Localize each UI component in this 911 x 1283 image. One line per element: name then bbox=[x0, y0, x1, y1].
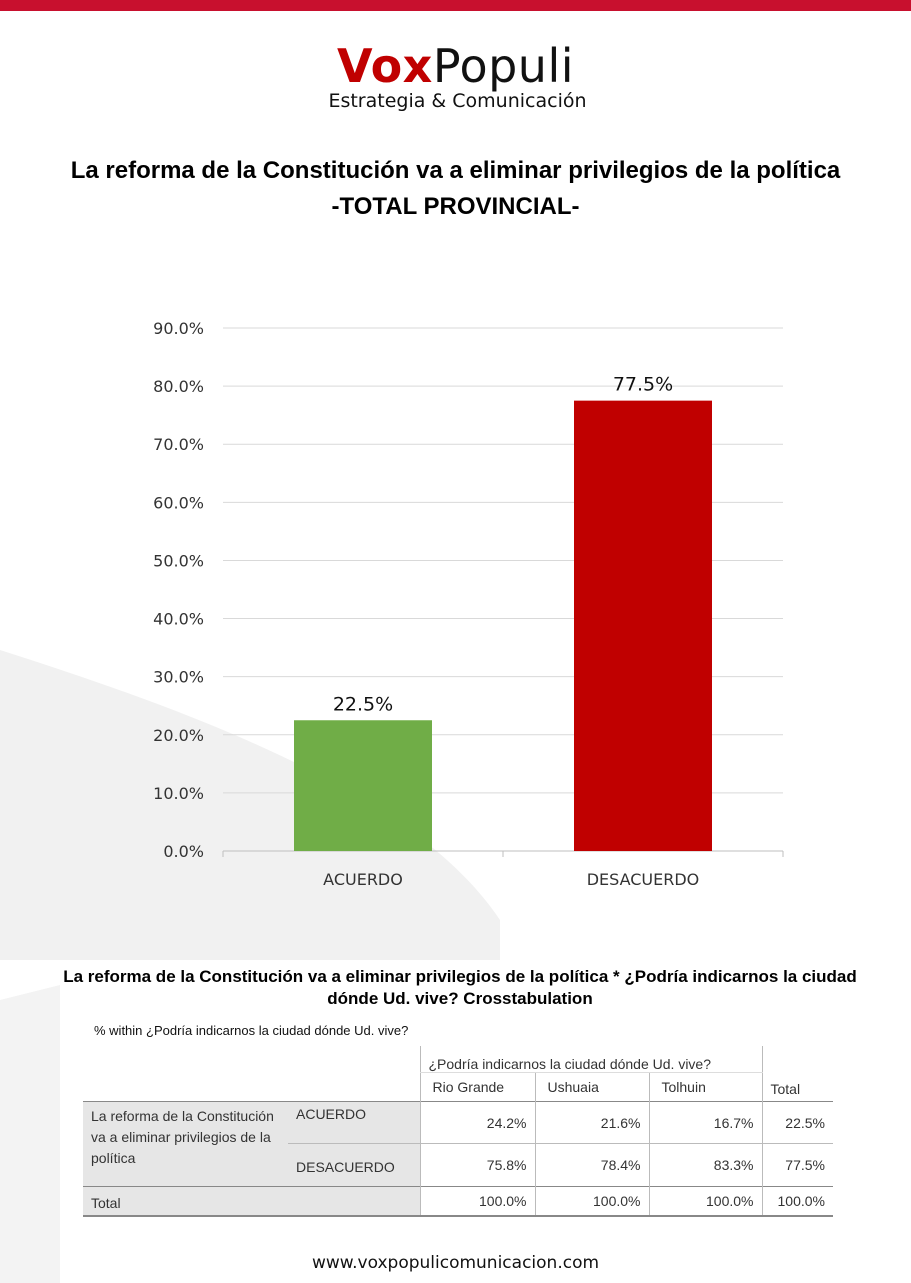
crosstab-total-label: Total bbox=[83, 1187, 420, 1216]
y-tick-label: 20.0% bbox=[153, 725, 204, 745]
crosstab-cell: 78.4% bbox=[535, 1144, 649, 1187]
brand-tagline: Estrategia & Comunicación bbox=[328, 90, 587, 112]
crosstab-cell: 24.2% bbox=[420, 1102, 535, 1144]
crosstab-total-cell: 100.0% bbox=[762, 1187, 833, 1216]
crosstab-col-group: ¿Podría indicarnos la ciudad dónde Ud. vive? bbox=[420, 1046, 762, 1073]
bar-chart bbox=[0, 300, 911, 900]
footer-url: www.voxpopulicomunicacion.com bbox=[311, 1253, 600, 1273]
crosstab-row-group: La reforma de la Constitución va a eliminar privilegios de la política bbox=[83, 1102, 288, 1187]
crosstab-table bbox=[83, 1046, 833, 1217]
crosstab-col-tolhuin: Tolhuin bbox=[649, 1073, 762, 1102]
y-tick-label: 40.0% bbox=[153, 609, 204, 629]
y-tick-label: 60.0% bbox=[153, 493, 204, 513]
crosstab-total-cell: 100.0% bbox=[535, 1187, 649, 1216]
crosstab-total-cell: 100.0% bbox=[649, 1187, 762, 1216]
crosstab-cell: 16.7% bbox=[649, 1102, 762, 1144]
data-label: 77.5% bbox=[612, 373, 674, 396]
y-tick-label: 10.0% bbox=[153, 783, 204, 803]
title-line1: La reforma de la Constitución va a eliminar privilegios de la política bbox=[70, 157, 841, 184]
y-tick-label: 80.0% bbox=[153, 377, 204, 397]
crosstab-cell: 77.5% bbox=[762, 1144, 833, 1187]
crosstab-title: La reforma de la Constitución va a eliminar privilegios de la política * ¿Podría indicarnos la ciudad dónde Ud. vive? Crosstabulation bbox=[63, 967, 857, 1008]
crosstab-cell: 83.3% bbox=[649, 1144, 762, 1187]
crosstab-total-cell: 100.0% bbox=[420, 1187, 535, 1216]
brand-populi: Populi bbox=[432, 39, 575, 93]
y-tick-label: 30.0% bbox=[153, 667, 204, 687]
crosstab-cell: 22.5% bbox=[762, 1102, 833, 1144]
crosstab-row-desacuerdo-label: DESACUERDO bbox=[288, 1144, 420, 1187]
x-category-label: ACUERDO bbox=[323, 870, 403, 889]
page-title bbox=[0, 153, 911, 225]
bar-acuerdo bbox=[294, 720, 432, 851]
crosstab-cell: 21.6% bbox=[535, 1102, 649, 1144]
y-tick-label: 50.0% bbox=[153, 551, 204, 571]
crosstab-row-acuerdo-label: ACUERDO bbox=[288, 1102, 420, 1144]
y-tick-label: 90.0% bbox=[153, 319, 204, 338]
y-tick-label: 70.0% bbox=[153, 435, 204, 455]
x-category-label: DESACUERDO bbox=[586, 870, 700, 889]
crosstab-col-total: Total bbox=[762, 1046, 833, 1102]
crosstab-note: % within ¿Podría indicarnos la ciudad dónde Ud. vive? bbox=[94, 1023, 409, 1038]
crosstab-col-rio-grande: Rio Grande bbox=[420, 1073, 535, 1102]
crosstab-col-ushuaia: Ushuaia bbox=[535, 1073, 649, 1102]
bar-desacuerdo bbox=[574, 401, 712, 851]
data-label: 22.5% bbox=[332, 693, 394, 716]
title-line2: -TOTAL PROVINCIAL- bbox=[331, 193, 580, 220]
y-tick-label: 0.0% bbox=[163, 842, 204, 861]
brand-logo bbox=[0, 40, 911, 112]
brand-vox: Vox bbox=[336, 39, 433, 93]
crosstab-cell: 75.8% bbox=[420, 1144, 535, 1187]
